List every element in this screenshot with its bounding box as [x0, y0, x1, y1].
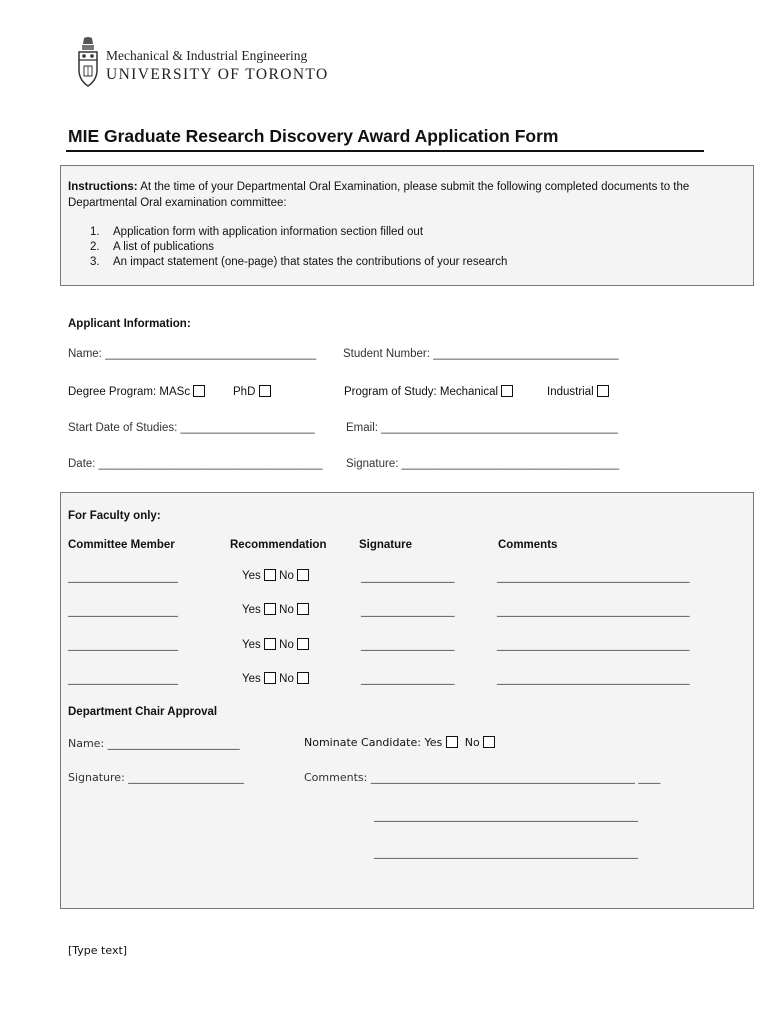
- university-logo: [76, 36, 336, 92]
- university-name: UNIVERSITY OF TORONTO: [106, 66, 329, 83]
- program-of-study-label: Program of Study: Mechanical: [344, 385, 513, 398]
- title-divider: [66, 150, 704, 152]
- applicant-heading: Applicant Information:: [68, 318, 191, 330]
- committee-member-field[interactable]: ____________________: [68, 638, 178, 651]
- column-header-comments: Comments: [498, 539, 558, 551]
- student-number-field[interactable]: Student Number: _____________________________: [343, 348, 619, 360]
- recommendation-options: Yes No: [242, 569, 309, 582]
- committee-member-field[interactable]: ____________________: [68, 672, 178, 685]
- yes-checkbox[interactable]: [264, 603, 276, 615]
- instructions-box: [60, 165, 754, 286]
- industrial-checkbox[interactable]: [597, 385, 609, 397]
- page-title: MIE Graduate Research Discovery Award Application Form: [68, 126, 559, 146]
- yes-checkbox[interactable]: [264, 569, 276, 581]
- phd-option: PhD: [233, 385, 271, 398]
- recommendation-options: Yes No: [242, 672, 309, 685]
- chair-comments-field[interactable]: Comments: ________________________________________________ ____: [304, 771, 661, 784]
- phd-checkbox[interactable]: [259, 385, 271, 397]
- instructions-list: [68, 225, 746, 270]
- yes-checkbox[interactable]: [264, 672, 276, 684]
- member-signature-field[interactable]: _________________: [361, 638, 455, 651]
- member-comments-field[interactable]: ___________________________________: [497, 672, 690, 685]
- signature-field[interactable]: Signature: __________________________________: [346, 458, 620, 470]
- member-signature-field[interactable]: _________________: [361, 672, 455, 685]
- list-item: 1. Application form with application information section filled out: [90, 226, 424, 238]
- column-header-signature: Signature: [359, 539, 413, 551]
- department-name: Mechanical & Industrial Engineering: [106, 48, 308, 63]
- degree-program-label: Degree Program: MASc: [68, 385, 205, 398]
- no-checkbox[interactable]: [297, 603, 309, 615]
- chair-comments-line[interactable]: ________________________________________________: [374, 809, 638, 822]
- nominate-yes-checkbox[interactable]: [446, 736, 458, 748]
- email-field[interactable]: Email: _____________________________________: [346, 422, 618, 434]
- recommendation-options: Yes No: [242, 603, 309, 616]
- yes-checkbox[interactable]: [264, 638, 276, 650]
- no-checkbox[interactable]: [297, 638, 309, 650]
- member-comments-field[interactable]: ___________________________________: [497, 604, 690, 617]
- date-field[interactable]: Date: ___________________________________: [68, 458, 323, 470]
- committee-member-field[interactable]: ____________________: [68, 604, 178, 617]
- no-checkbox[interactable]: [297, 672, 309, 684]
- nominate-candidate-options: Nominate Candidate: Yes No: [304, 736, 495, 749]
- list-item: 3. An impact statement (one-page) that states the contributions of your research: [90, 256, 508, 268]
- recommendation-options: Yes No: [242, 638, 309, 651]
- university-crest-icon: [76, 36, 100, 90]
- no-checkbox[interactable]: [297, 569, 309, 581]
- member-signature-field[interactable]: _________________: [361, 604, 455, 617]
- chair-name-field[interactable]: Name: ________________________: [68, 737, 240, 750]
- list-item: 2. A list of publications: [90, 241, 215, 253]
- member-comments-field[interactable]: ___________________________________: [497, 570, 690, 583]
- faculty-heading: For Faculty only:: [68, 510, 161, 522]
- industrial-option: Industrial: [547, 385, 609, 398]
- masc-checkbox[interactable]: [193, 385, 205, 397]
- committee-member-field[interactable]: ____________________: [68, 570, 178, 583]
- instructions-text: At the time of your Departmental Oral Examination, please submit the following completed documents to the Departmental Oral examination committee:: [68, 181, 690, 209]
- column-header-committee-member: Committee Member: [68, 539, 175, 551]
- nominate-no-checkbox[interactable]: [483, 736, 495, 748]
- chair-approval-heading: Department Chair Approval: [68, 706, 218, 718]
- chair-comments-line[interactable]: ________________________________________________: [374, 846, 638, 859]
- member-comments-field[interactable]: ___________________________________: [497, 638, 690, 651]
- mechanical-checkbox[interactable]: [501, 385, 513, 397]
- applicant-name-field[interactable]: Name: _________________________________: [68, 348, 317, 360]
- chair-signature-field[interactable]: Signature: _____________________: [68, 771, 244, 784]
- footer-text: [Type text]: [68, 944, 128, 957]
- instructions-label: Instructions:: [68, 181, 138, 193]
- instructions-paragraph: [68, 180, 746, 211]
- member-signature-field[interactable]: _________________: [361, 570, 455, 583]
- start-date-field[interactable]: Start Date of Studies: _____________________: [68, 422, 315, 434]
- column-header-recommendation: Recommendation: [230, 539, 327, 551]
